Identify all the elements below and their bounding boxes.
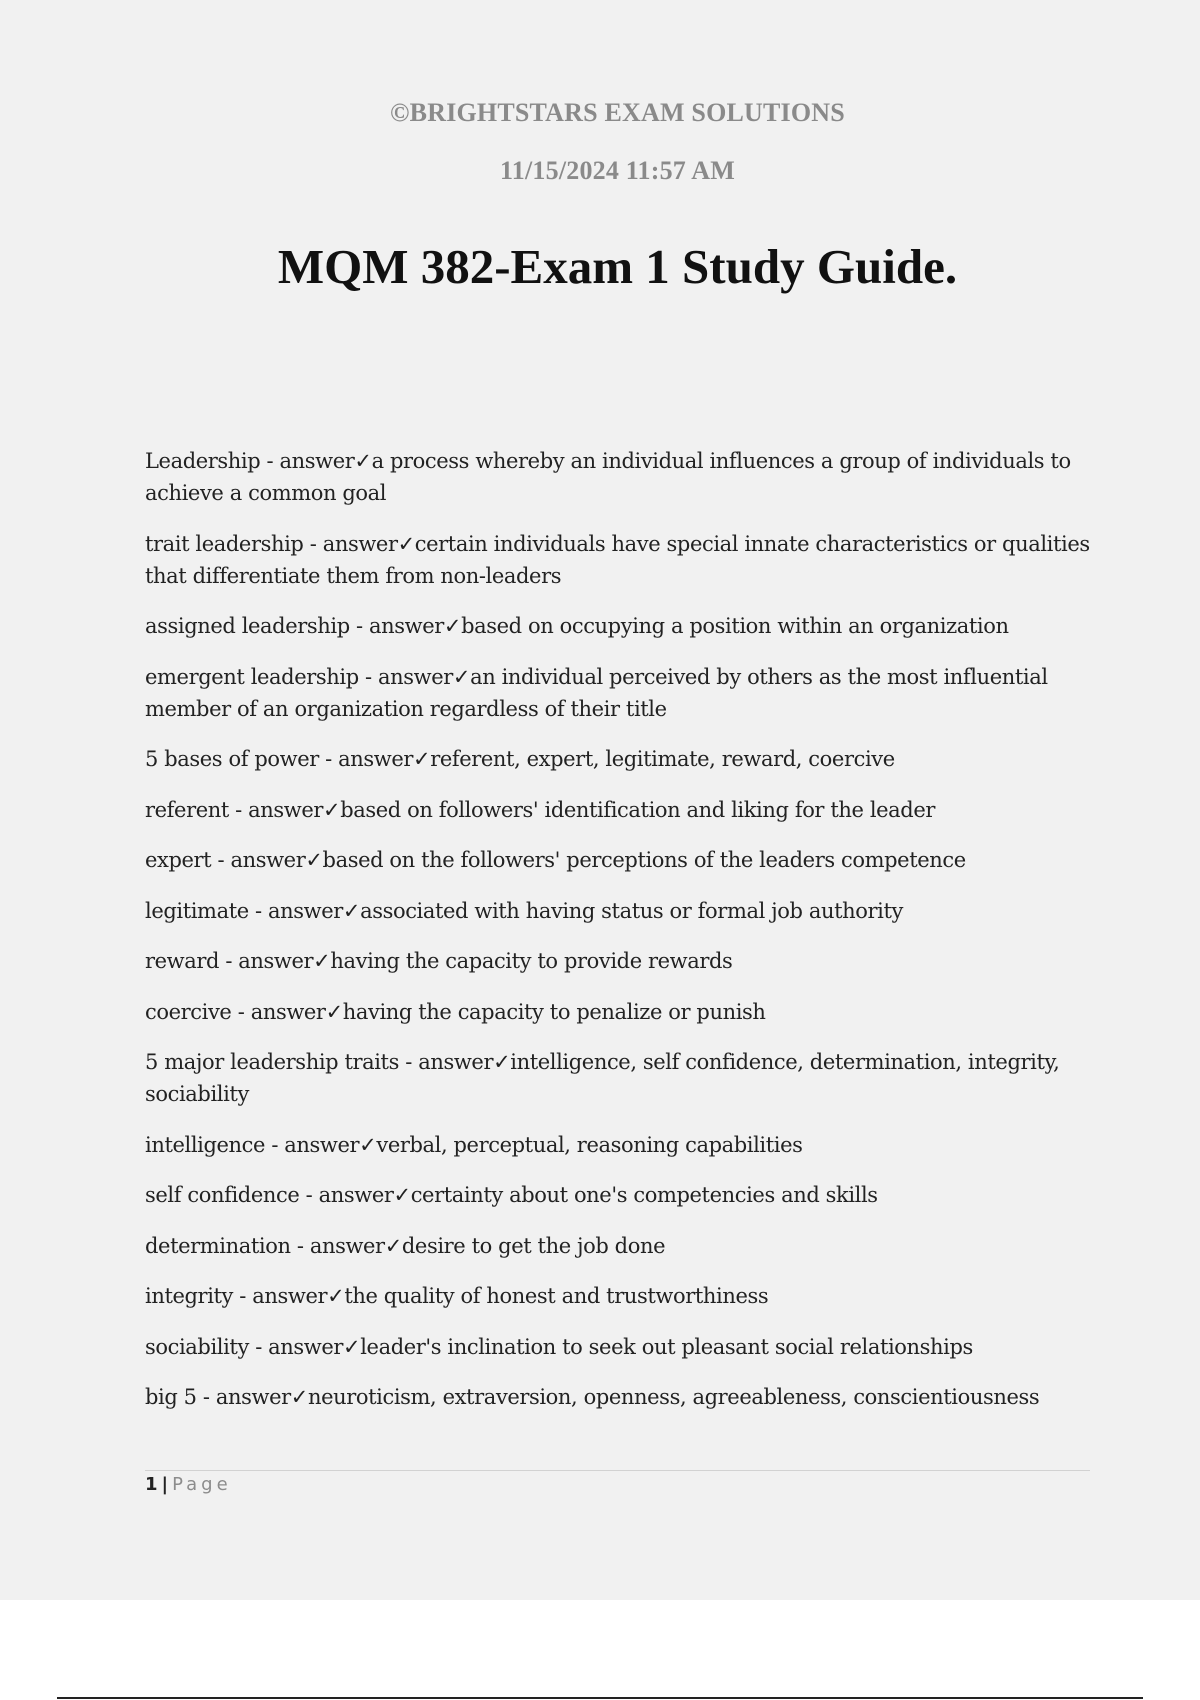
qa-entry [145,895,1090,927]
entry-term: expert [145,848,212,872]
qa-entry [145,528,1090,592]
answer-marker: - answer✓ [358,664,471,689]
document-title: MQM 382-Exam 1 Study Guide. [277,239,958,294]
page-label: Page [172,1474,232,1495]
answer-marker: - answer✓ [211,848,323,872]
entry-answer: neuroticism, extraversion, openness, agreeableness, conscientiousness [307,1385,1040,1409]
next-page-top-rule [57,1697,1143,1699]
entry-answer: certainty about one's competencies and skills [410,1183,878,1207]
answer-marker: - answer✓ [233,1284,345,1308]
entry-answer: having the capacity to provide rewards [330,949,733,973]
answer-marker: - answer✓ [265,1132,377,1157]
qa-entry [145,1230,1090,1262]
entry-term: emergent leadership [145,664,359,689]
answer-marker: - answer✓ [318,747,431,771]
study-guide-entries [145,445,1090,1432]
entry-term: referent [145,797,229,822]
entry-answer: associated with having status or formal job authority [360,898,903,923]
entry-answer: a process whereby an individual influences a group of individuals to achieve a common goal [145,449,1071,505]
answer-marker: - answer✓ [196,1385,308,1409]
footer-divider [145,1470,1090,1471]
answer-marker: - answer✓ [228,797,341,822]
entry-answer: the quality of honest and trustworthiness [344,1284,769,1308]
entry-term: 5 major leadership traits [145,1050,399,1074]
entry-term: sociability [145,1334,249,1359]
entry-answer: based on followers' identification and liking for the leader [340,797,935,822]
entry-term: reward [145,949,220,973]
entry-term: coercive [145,999,232,1024]
entry-term: self confidence [145,1183,300,1207]
entry-answer: verbal, perceptual, reasoning capabilities [376,1132,803,1157]
answer-marker: - answer✓ [248,898,361,923]
answer-marker: - answer✓ [303,531,415,556]
qa-entry [145,1046,1090,1110]
entry-answer: an individual perceived by others as the most influential member of an organization regardless of their title [145,664,1048,721]
qa-entry [145,996,1090,1028]
entry-answer: certain individuals have special innate characteristics or qualities that differentiate them from non-leaders [145,531,1090,588]
entry-term: legitimate [145,898,249,923]
qa-entry [145,743,1090,775]
entry-answer: leader's inclination to seek out pleasant social relationships [360,1334,973,1359]
qa-entry [145,1129,1090,1161]
entry-term: determination [145,1233,291,1258]
answer-marker: - answer✓ [260,449,372,473]
entry-answer: based on occupying a position within an organization [461,614,1009,638]
entry-answer: referent, expert, legitimate, reward, coercive [430,747,895,771]
qa-entry [145,445,1090,509]
entry-answer: based on the followers' perceptions of the leaders competence [322,848,966,872]
entry-answer: intelligence, self confidence, determination, integrity, sociability [145,1050,1060,1106]
qa-entry [145,661,1090,725]
qa-entry [145,1381,1090,1413]
qa-entry [145,945,1090,977]
page-footer [145,1474,232,1495]
entry-term: trait leadership [145,531,304,556]
page-number: 1 [145,1474,158,1495]
answer-marker: - answer✓ [231,999,343,1024]
entry-answer: having the capacity to penalize or punish [342,999,766,1024]
qa-entry [145,1331,1090,1363]
answer-marker: - answer✓ [219,949,331,973]
answer-marker: - answer✓ [398,1050,511,1074]
entry-term: 5 bases of power [145,747,319,771]
qa-entry [145,1179,1090,1211]
qa-entry [145,610,1090,642]
watermark-timestamp: 11/15/2024 11:57 AM [500,156,735,185]
entry-term: assigned leadership [145,614,350,638]
entry-term: integrity [145,1284,234,1308]
qa-entry [145,1280,1090,1312]
answer-marker: - answer✓ [248,1334,361,1359]
qa-entry [145,794,1090,826]
watermark-company: ©BRIGHTSTARS EXAM SOLUTIONS [390,98,845,127]
answer-marker: - answer✓ [349,614,462,638]
entry-term: intelligence [145,1132,266,1157]
entry-term: Leadership [145,449,261,473]
footer-separator: | [161,1474,169,1495]
entry-answer: desire to get the job done [401,1233,666,1258]
answer-marker: - answer✓ [299,1183,411,1207]
entry-term: big 5 [145,1385,197,1409]
answer-marker: - answer✓ [290,1233,402,1258]
qa-entry [145,844,1090,876]
